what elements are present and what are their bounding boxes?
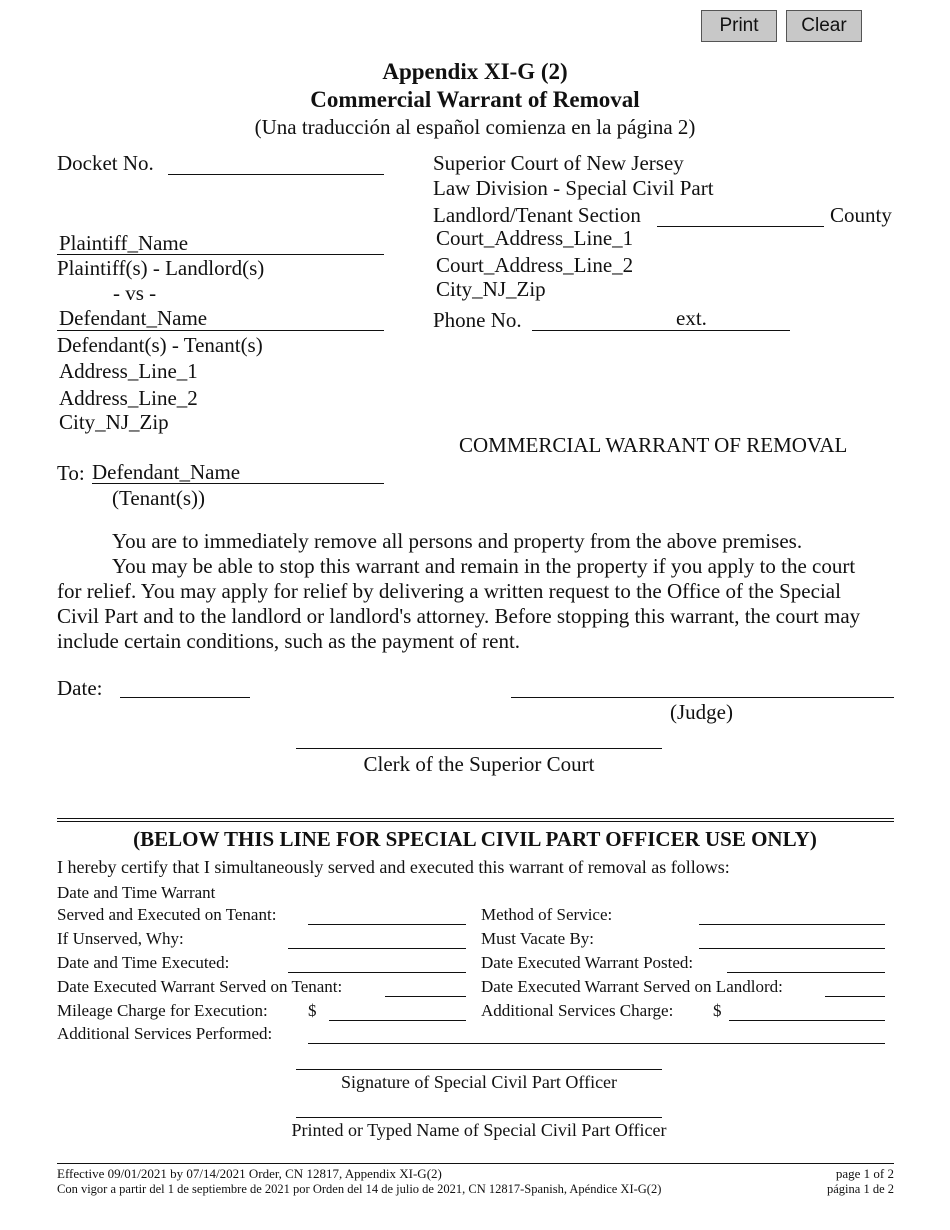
docket-field[interactable]: [168, 153, 384, 175]
court-name: Superior Court of New Jersey: [433, 151, 684, 175]
must-vacate-label: Must Vacate By:: [481, 929, 595, 948]
phone-label: Phone No.: [433, 308, 522, 332]
date-label: Date:: [57, 676, 103, 700]
officer-signature-line[interactable]: [296, 1050, 662, 1070]
county-field[interactable]: [657, 205, 824, 227]
additional-performed-field[interactable]: [308, 1024, 885, 1044]
mileage-label: Mileage Charge for Execution:: [57, 1001, 268, 1020]
ext-label: ext.: [676, 306, 707, 330]
served-executed-tenant-label: Served and Executed on Tenant:: [57, 905, 277, 924]
served-on-landlord-field[interactable]: [825, 977, 885, 997]
served-executed-tenant-field[interactable]: [308, 905, 466, 925]
footer-effective-spanish: Con vigor a partir del 1 de septiembre de 2021 por Orden del 14 de julio de 2021, CN 12817-Spanish, Apéndice XI-G(2): [57, 1182, 662, 1196]
mileage-dollar-sign: $: [308, 1001, 317, 1020]
plaintiff-role: Plaintiff(s) - Landlord(s): [57, 256, 265, 280]
clear-button[interactable]: Clear: [786, 10, 862, 42]
date-field[interactable]: [120, 676, 250, 698]
additional-charge-field[interactable]: [729, 1001, 885, 1021]
address-line-1[interactable]: Address_Line_1: [59, 359, 198, 383]
method-of-service-field[interactable]: [699, 905, 885, 925]
paragraph-1: You are to immediately remove all persons and property from the above premises.: [112, 529, 803, 553]
separator-line-top: [57, 818, 894, 819]
certify-text: I hereby certify that I simultaneously served and executed this warrant of removal as follows:: [57, 857, 730, 877]
clerk-signature-line[interactable]: [296, 727, 662, 749]
date-posted-field[interactable]: [727, 953, 885, 973]
method-of-service-label: Method of Service:: [481, 905, 613, 924]
date-posted-label: Date Executed Warrant Posted:: [481, 953, 694, 972]
served-on-landlord-label: Date Executed Warrant Served on Landlord:: [481, 977, 783, 996]
paragraph-2-line-2: for relief. You may apply for relief by delivering a written request to the Office of the Special: [57, 579, 841, 603]
officer-printed-name-line[interactable]: [296, 1098, 662, 1118]
served-on-tenant-field[interactable]: [385, 977, 466, 997]
officer-heading: (BELOW THIS LINE FOR SPECIAL CIVIL PART OFFICER USE ONLY): [133, 827, 817, 851]
court-address-line-1[interactable]: Court_Address_Line_1: [436, 226, 634, 250]
versus-label: - vs -: [113, 281, 157, 305]
separator-line-bottom: [57, 821, 894, 822]
must-vacate-field[interactable]: [699, 929, 885, 949]
section-label: Landlord/Tenant Section: [433, 203, 641, 227]
county-label: County: [830, 203, 892, 227]
appendix-title: Appendix XI-G (2): [382, 59, 568, 84]
date-time-executed-field[interactable]: [288, 953, 466, 973]
docket-label: Docket No.: [57, 151, 154, 175]
address-line-2[interactable]: Address_Line_2: [59, 386, 198, 410]
served-on-tenant-label: Date Executed Warrant Served on Tenant:: [57, 977, 343, 996]
footer-page: page 1 of 2: [835, 1166, 894, 1181]
additional-charge-dollar-sign: $: [713, 1001, 722, 1020]
court-address-line-2[interactable]: Court_Address_Line_2: [436, 253, 634, 277]
to-name-field[interactable]: Defendant_Name: [92, 460, 384, 484]
paragraph-2-line-3: Civil Part and to the landlord or landlord's attorney. Before stopping this warrant, the court may: [57, 604, 861, 628]
clerk-label: Clerk of the Superior Court: [363, 752, 595, 776]
tenant-label: (Tenant(s)): [112, 486, 205, 510]
court-division: Law Division - Special Civil Part: [433, 176, 714, 200]
defendant-role: Defendant(s) - Tenant(s): [57, 333, 263, 357]
paragraph-2-line-1: You may be able to stop this warrant and remain in the property if you apply to the court: [112, 554, 856, 578]
to-label: To:: [57, 461, 85, 485]
footer-rule: [57, 1163, 894, 1164]
plaintiff-name-field[interactable]: Plaintiff_Name: [57, 231, 384, 255]
address-city-zip[interactable]: City_NJ_Zip: [59, 410, 169, 434]
officer-signature-label: Signature of Special Civil Part Officer: [340, 1072, 618, 1092]
footer-page-spanish: página 1 de 2: [827, 1182, 894, 1196]
print-button[interactable]: Print: [701, 10, 777, 42]
additional-charge-label: Additional Services Charge:: [481, 1001, 674, 1020]
date-time-warrant-label: Date and Time Warrant: [57, 883, 216, 902]
warrant-heading: COMMERCIAL WARRANT OF REMOVAL: [459, 433, 848, 457]
additional-performed-label: Additional Services Performed:: [57, 1024, 273, 1043]
mileage-field[interactable]: [329, 1001, 466, 1021]
defendant-name-field[interactable]: Defendant_Name: [57, 306, 384, 331]
date-time-executed-label: Date and Time Executed:: [57, 953, 230, 972]
court-city-zip[interactable]: City_NJ_Zip: [436, 277, 546, 301]
judge-signature-line[interactable]: [511, 676, 894, 698]
if-unserved-field[interactable]: [288, 929, 466, 949]
translation-note: (Una traducción al español comienza en la página 2): [254, 115, 696, 139]
judge-label: (Judge): [670, 700, 733, 724]
if-unserved-label: If Unserved, Why:: [57, 929, 184, 948]
paragraph-2-line-4: include certain conditions, such as the payment of rent.: [57, 629, 521, 653]
footer-effective: Effective 09/01/2021 by 07/14/2021 Order, CN 12817, Appendix XI-G(2): [57, 1166, 442, 1181]
phone-field[interactable]: [532, 309, 790, 331]
officer-printed-name-label: Printed or Typed Name of Special Civil Part Officer: [291, 1120, 667, 1140]
form-title: Commercial Warrant of Removal: [310, 87, 640, 112]
